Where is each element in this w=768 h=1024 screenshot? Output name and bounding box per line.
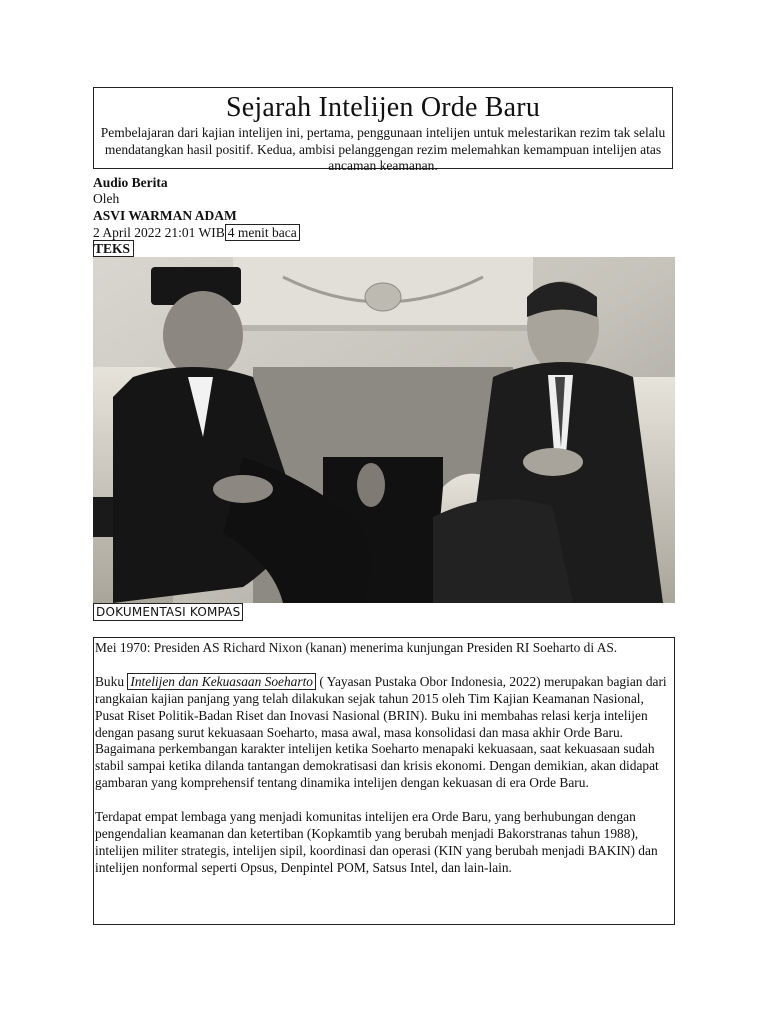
by-label: Oleh bbox=[93, 191, 120, 206]
article-paragraph: Terdapat empat lembaga yang menjadi komunitas intelijen era Orde Baru, yang berhubungan dengan pengendalian keamanan dan ketertiban (Kopkamtib yang berubah menjadi Bakorstranas tahun 1988), intelijen militer strategis, intelijen sipil, koordinasi dan operasi (KIN yang berubah menjadi BAKIN) dan intelijen nonformal seperti Opsus, Denpintel POM, Satsus Intel, dan lain-lain. bbox=[95, 809, 658, 875]
article-photo bbox=[93, 257, 675, 603]
article-subtitle: Pembelajaran dari kajian intelijen ini, pertama, penggunaan intelijen untuk melestarikan rezim tak selalu mendatangkan hasil positif. Kedua, ambisi pelanggengan rezim melemahkan kemampuan intelijen atas ancaman keamanan. bbox=[100, 125, 666, 173]
paragraph-prefix: Buku bbox=[95, 673, 128, 689]
audio-news-link[interactable]: Audio Berita bbox=[93, 175, 168, 190]
author-name[interactable]: ASVI WARMAN ADAM bbox=[93, 208, 237, 223]
paragraph-text: ( Yayasan Pustaka Obor Indonesia, 2022) merupakan bagian dari rangkaian kajian panjang yang telah dilakukan sejak tahun 2015 oleh Tim Kajian Keamanan Nasional, Pusat Riset Politik-Badan Riset dan Inovasi Nasional (BRIN). Buku ini membahas relasi kerja intelijen dengan pasang surut kekuasaan Soeharto, masa awal, masa konsolidasi dan masa akhir Orde Baru. Bagaimana perkembangan karakter intelijen ketika Soeharto menapaki kekuasaan, saat kekuasaan sudah stabil sampai ketika dilanda tantangan demokratisasi dan krisis ekonomi. Dengan demikian, akan didapat gambaran yang komprehensif tentang dinamika intelijen dengan kekuasan di era Orde Baru. bbox=[95, 673, 667, 791]
article-body bbox=[93, 637, 675, 925]
photo-credit: DOKUMENTASI KOMPAS bbox=[93, 603, 243, 621]
publish-date: 2 April 2022 21:01 WIB bbox=[93, 225, 225, 240]
photo-soeharto-nixon bbox=[93, 257, 675, 603]
page-title: Sejarah Intelijen Orde Baru bbox=[225, 92, 541, 123]
book-title-link[interactable]: Intelijen dan Kekuasaan Soeharto bbox=[127, 673, 316, 690]
date-line bbox=[93, 224, 300, 241]
read-time-badge: 4 menit baca bbox=[225, 224, 300, 241]
article-header bbox=[93, 87, 673, 173]
teks-button[interactable]: TEKS bbox=[93, 240, 134, 257]
teks-row bbox=[93, 240, 134, 257]
photo-caption: Mei 1970: Presiden AS Richard Nixon (kanan) menerima kunjungan Presiden RI Soeharto di AS. bbox=[95, 640, 618, 655]
article-paragraph bbox=[95, 674, 672, 792]
